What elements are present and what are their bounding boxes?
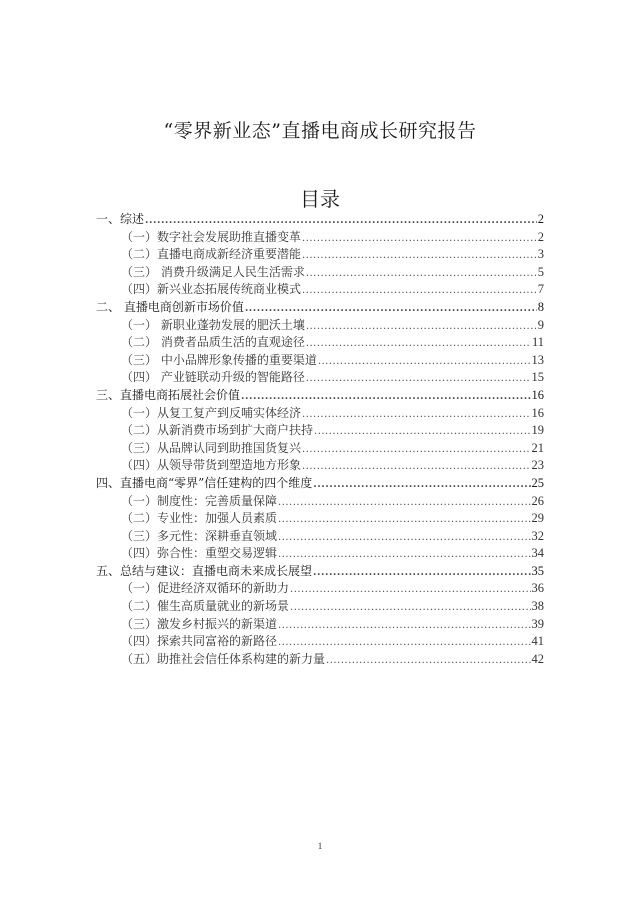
toc-section-entry[interactable] xyxy=(96,457,544,475)
toc-section-entry[interactable] xyxy=(96,264,544,282)
toc-entry-page-number: 38 xyxy=(531,599,544,614)
dot-leader xyxy=(302,441,530,459)
toc-section-entry[interactable] xyxy=(96,633,544,651)
toc-chapter-entry[interactable] xyxy=(96,475,544,493)
toc-entry-label: 四、直播电商“零界”信任建构的四个维度 xyxy=(96,475,313,490)
toc-entry-page-number: 21 xyxy=(531,440,544,455)
toc-entry-page-number: 23 xyxy=(531,458,544,473)
dot-leader xyxy=(278,511,530,529)
toc-section-entry[interactable] xyxy=(96,281,544,299)
toc-entry-label: （四）探索共同富裕的新路径 xyxy=(121,634,278,649)
toc-entry-label: （四） 产业链联动升级的智能路径 xyxy=(121,370,305,385)
toc-entry-page-number: 16 xyxy=(531,405,544,420)
toc-entry-page-number: 11 xyxy=(531,335,544,350)
toc-section-entry[interactable] xyxy=(96,369,544,387)
toc-entry-page-number: 41 xyxy=(531,634,544,649)
dot-leader xyxy=(278,634,530,652)
toc-entry-page-number: 32 xyxy=(531,528,544,543)
toc-entry-page-number: 42 xyxy=(531,651,544,666)
toc-entry-label: （二） 消费者品质生活的直观途径 xyxy=(121,335,305,350)
dot-leader xyxy=(306,265,537,283)
dot-leader xyxy=(302,406,530,424)
document-title: “零界新业态”直播电商成长研究报告 xyxy=(163,120,477,142)
toc-section-entry[interactable] xyxy=(96,352,544,370)
toc-entry-page-number: 8 xyxy=(537,299,544,314)
toc-section-entry[interactable] xyxy=(96,422,544,440)
dot-leader xyxy=(302,282,537,300)
toc-entry-page-number: 34 xyxy=(531,546,544,561)
toc-chapter-entry[interactable] xyxy=(96,211,544,229)
toc-section-entry[interactable] xyxy=(96,598,544,616)
toc-entry-label: （三） 消费升级满足人民生活需求 xyxy=(121,264,305,279)
toc-entry-page-number: 2 xyxy=(537,229,544,244)
dot-leader xyxy=(306,370,531,388)
page-number: 1 xyxy=(317,841,323,851)
toc-section-entry[interactable] xyxy=(96,334,544,352)
toc-section-entry[interactable] xyxy=(96,317,544,335)
toc-section-entry[interactable] xyxy=(96,440,544,458)
toc-entry-label: （二）专业性：加强人员素质 xyxy=(121,511,278,526)
dot-leader xyxy=(278,546,530,564)
toc-entry-label: 一、综述 xyxy=(96,212,145,226)
toc-section-entry[interactable] xyxy=(96,510,544,528)
dot-leader xyxy=(326,652,530,670)
toc-entry-label: （一）从复工复产到反哺实体经济 xyxy=(121,405,302,420)
dot-leader xyxy=(302,230,537,248)
toc-section-entry[interactable] xyxy=(96,545,544,563)
toc-entry-page-number: 36 xyxy=(531,581,544,596)
dot-leader xyxy=(278,617,530,635)
toc-entry-page-number: 25 xyxy=(531,475,544,490)
toc-section-entry[interactable] xyxy=(96,616,544,634)
dot-leader xyxy=(241,388,530,406)
toc-chapter-entry[interactable] xyxy=(96,299,544,317)
toc-entry-page-number: 26 xyxy=(531,493,544,508)
toc-section-entry[interactable] xyxy=(96,528,544,546)
toc-entry-label: （一）数字社会发展助推直播变革 xyxy=(121,229,302,244)
toc-entry-label: （二）催生高质量就业的新场景 xyxy=(121,599,290,614)
toc-entry-label: （三） 中小品牌形象传播的重要渠道 xyxy=(121,352,317,367)
toc-entry-label: （四）弥合性：重塑交易逻辑 xyxy=(121,546,278,561)
dot-leader xyxy=(278,529,530,547)
dot-leader xyxy=(145,212,537,230)
toc-entry-label: （五）助推社会信任体系构建的新力量 xyxy=(121,651,326,666)
dot-leader xyxy=(290,599,530,617)
toc-entry-label: （四）从领导带货到塑造地方形象 xyxy=(121,458,302,473)
dot-leader xyxy=(302,458,530,476)
toc-entry-label: 五、总结与建议：直播电商未来成长展望 xyxy=(96,563,313,578)
dot-leader xyxy=(290,581,530,599)
dot-leader xyxy=(313,476,530,494)
toc-entry-page-number: 29 xyxy=(531,511,544,526)
toc-entry-label: （三）从品牌认同到助推国货复兴 xyxy=(121,440,302,455)
toc-heading: 目录 xyxy=(300,187,340,211)
toc-entry-page-number: 9 xyxy=(537,317,544,332)
dot-leader xyxy=(302,247,537,265)
toc-entry-page-number: 13 xyxy=(531,352,544,367)
toc-entry-label: （四）新兴业态拓展传统商业模式 xyxy=(121,282,302,297)
toc-entry-label: 二、 直播电商创新市场价值 xyxy=(96,299,244,314)
toc-entry-label: （三）激发乡村振兴的新渠道 xyxy=(121,616,278,631)
toc-entry-page-number: 3 xyxy=(537,247,544,262)
toc-entry-label: （一） 新职业蓬勃发展的肥沃土壤 xyxy=(121,317,305,332)
dot-leader xyxy=(306,335,531,353)
dot-leader xyxy=(314,423,530,441)
toc-entry-page-number: 7 xyxy=(537,282,544,297)
toc-entry-page-number: 15 xyxy=(531,370,544,385)
dot-leader xyxy=(306,318,537,336)
table-of-contents xyxy=(96,211,544,668)
toc-section-entry[interactable] xyxy=(96,493,544,511)
toc-section-entry[interactable] xyxy=(96,229,544,247)
toc-entry-page-number: 2 xyxy=(537,212,544,226)
toc-entry-page-number: 39 xyxy=(531,616,544,631)
toc-entry-page-number: 19 xyxy=(531,423,544,438)
toc-entry-label: （一）制度性：完善质量保障 xyxy=(121,493,278,508)
toc-entry-label: 三、直播电商拓展社会价值 xyxy=(96,387,241,402)
toc-section-entry[interactable] xyxy=(96,246,544,264)
dot-leader xyxy=(318,353,531,371)
toc-entry-page-number: 35 xyxy=(531,563,544,578)
toc-chapter-entry[interactable] xyxy=(96,387,544,405)
toc-entry-page-number: 16 xyxy=(531,387,544,402)
toc-entry-page-number: 5 xyxy=(537,264,544,279)
toc-entry-label: （二）从新消费市场到扩大商户扶持 xyxy=(121,423,314,438)
toc-section-entry[interactable] xyxy=(96,651,544,669)
toc-section-entry[interactable] xyxy=(96,405,544,423)
toc-entry-label: （三）多元性：深耕垂直领域 xyxy=(121,528,278,543)
toc-entry-label: （一）促进经济双循环的新助力 xyxy=(121,581,290,596)
toc-section-entry[interactable] xyxy=(96,580,544,598)
dot-leader xyxy=(278,494,530,512)
toc-chapter-entry[interactable] xyxy=(96,563,544,581)
dot-leader xyxy=(313,564,530,582)
dot-leader xyxy=(245,300,537,318)
toc-entry-label: （二）直播电商成新经济重要潜能 xyxy=(121,247,302,262)
